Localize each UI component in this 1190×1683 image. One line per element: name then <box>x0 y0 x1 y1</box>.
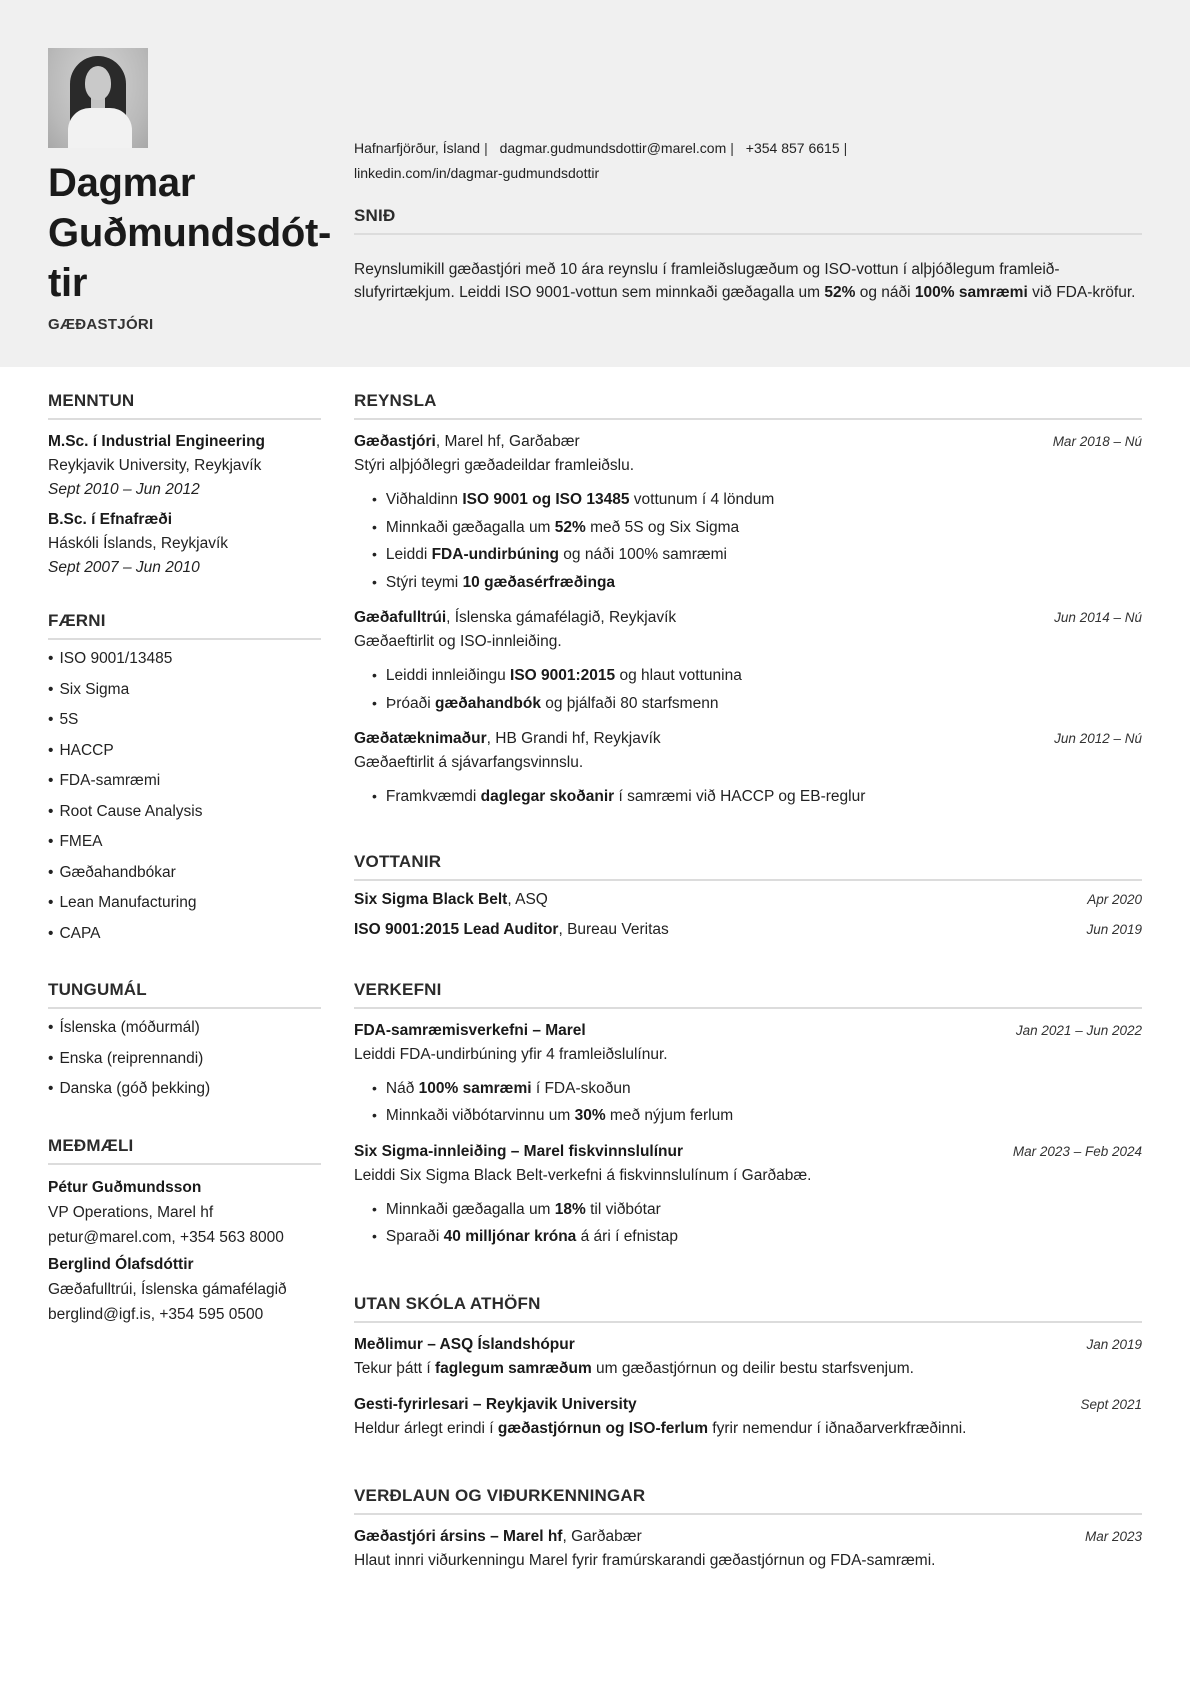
section-title-skills: FÆRNI <box>48 610 321 640</box>
experience-section <box>354 390 1142 811</box>
text: vottunum í 4 löndum <box>629 491 775 508</box>
cert-name: ISO 9001:2015 Lead Auditor <box>354 920 559 938</box>
highlight: 30% <box>574 1107 606 1124</box>
text: í samræmi við HACCP og EB-reglur <box>614 788 866 805</box>
activity-item <box>354 1393 1142 1441</box>
experience-item <box>354 430 1142 596</box>
text: í FDA-skoðun <box>531 1079 631 1097</box>
reference-contact: petur@marel.com, +354 563 8000 <box>48 1228 284 1246</box>
job-role: Gæðatæknimaður <box>354 730 487 747</box>
company: , HB Grandi hf, Reykjavík <box>486 730 661 747</box>
entry-header <box>354 430 1142 454</box>
reference-item <box>48 1252 321 1327</box>
summary-part: Reynslumikill gæðastjóri með 10 ára reynslu í framleiðslugæðum og ISO-vottun í alþjóðlegum framleiðslufyrirtækjum. Leiddi ISO 9001-vottun sem minnkaði gæðagalla um <box>354 261 1060 301</box>
highlight: FDA-undirbúning <box>431 546 559 563</box>
entry-description: Stýri alþjóðlegri gæðadeildar framleiðslu. <box>354 457 634 474</box>
highlight: faglegum samræðum <box>434 1359 592 1377</box>
text: Leiddi <box>385 546 432 563</box>
bullet-item <box>372 514 1142 542</box>
entry-header <box>354 606 1142 630</box>
cert-date: Apr 2020 <box>1087 891 1142 907</box>
entry-date: Sept 2021 <box>1080 1396 1142 1412</box>
degree: M.Sc. í Industrial Engineering <box>48 433 266 450</box>
skill-item: • ISO 9001/13485 <box>48 644 321 675</box>
reference-name: Pétur Guðmundsson <box>48 1178 202 1196</box>
project-item <box>354 1140 1142 1251</box>
award-item <box>354 1525 1142 1573</box>
entry-description: Leiddi FDA-undirbúning yfir 4 framleiðslulínur. <box>354 1045 668 1063</box>
references-section <box>48 1135 321 1327</box>
bullet-item <box>372 486 1142 514</box>
skill-item: • FMEA <box>48 827 321 858</box>
skills-section <box>48 610 321 949</box>
text: Minnkaði gæðagalla um <box>385 1200 555 1218</box>
text: Minnkaði viðbótarvinnu um <box>385 1107 575 1124</box>
entry-bullets <box>354 1075 1142 1130</box>
entry-header <box>354 1333 1142 1357</box>
entry-header <box>354 727 1142 751</box>
skill-item: • CAPA <box>48 919 321 950</box>
summary-section <box>354 205 1142 245</box>
cert-name: Six Sigma Black Belt <box>354 890 508 908</box>
project-item <box>354 1019 1142 1130</box>
bullet-item <box>372 783 1142 811</box>
skills-list <box>48 644 321 949</box>
text: Sparaði <box>385 1228 444 1245</box>
entry-dates: Jan 2021 – Jun 2022 <box>1015 1022 1142 1038</box>
entry-dates: Mar 2018 – Nú <box>1052 434 1142 449</box>
highlight: ISO 9001:2015 <box>510 667 616 684</box>
cert-heading <box>354 885 548 915</box>
skill-item: • HACCP <box>48 736 321 767</box>
highlight: 10 gæðasérfræðinga <box>462 573 616 591</box>
section-title-awards: VERÐLAUN OG VIÐURKENNINGAR <box>354 1485 1142 1515</box>
highlight: 52% <box>554 518 586 536</box>
reference-item <box>48 1175 321 1250</box>
profile-photo <box>48 48 148 148</box>
entry-date: Jan 2019 <box>1086 1336 1142 1352</box>
text: á ári í efnistap <box>576 1228 678 1245</box>
skill-item: • 5S <box>48 705 321 736</box>
contact-info <box>354 136 1144 186</box>
text: Framkvæmdi <box>385 788 481 805</box>
bullet-item <box>372 1196 1142 1224</box>
skill-item: • Lean Manufacturing <box>48 888 321 919</box>
entry-header <box>354 1525 1142 1549</box>
job-role: Gæðastjóri <box>354 433 436 450</box>
award-heading <box>354 1525 642 1549</box>
highlight: 100% samræmi <box>418 1079 532 1097</box>
school: Háskóli Íslands, Reykjavík <box>48 535 229 552</box>
section-title-experience: REYNSLA <box>354 390 1142 420</box>
right-column <box>354 390 1142 1603</box>
summary-text <box>354 258 1144 304</box>
bullet-item <box>372 662 1142 690</box>
language-item: • Íslenska (móðurmál) <box>48 1013 321 1044</box>
name-line-3: tir <box>48 261 88 305</box>
bullet-item <box>372 1223 1142 1251</box>
entry-description <box>354 1357 1142 1381</box>
name-line-1: Dagmar <box>48 161 196 205</box>
candidate-name <box>48 158 338 308</box>
entry-description: Leiddi Six Sigma Black Belt-verkefni á fiskvinnslulínum í Garðabæ. <box>354 1166 812 1184</box>
activity-name: Meðlimur – ASQ Íslandshópur <box>354 1335 575 1353</box>
entry-description <box>354 1417 1142 1441</box>
experience-item <box>354 727 1142 811</box>
cert-date: Jun 2019 <box>1086 921 1142 937</box>
activity-item <box>354 1333 1142 1381</box>
projects-section <box>354 979 1142 1251</box>
contact-email[interactable]: dagmar.gudmundsdottir@marel.com <box>499 140 727 156</box>
section-title-education: MENNTUN <box>48 390 321 420</box>
entry-header <box>354 1019 1142 1043</box>
languages-list <box>48 1013 321 1105</box>
bullet-item <box>372 1075 1142 1103</box>
skill-item: • FDA-samræmi <box>48 766 321 797</box>
highlight: 18% <box>554 1200 586 1218</box>
certifications-section <box>354 851 1142 945</box>
section-title-languages: TUNGUMÁL <box>48 979 321 1009</box>
entry-heading <box>354 727 661 751</box>
text: Tekur þátt í <box>354 1359 435 1377</box>
section-title-certifications: VOTTANIR <box>354 851 1142 881</box>
summary-highlight: 52% <box>824 284 856 301</box>
entry-bullets <box>354 486 1142 596</box>
text: með 5S og Six Sigma <box>585 518 740 536</box>
company: , Marel hf, Garðabær <box>435 433 580 450</box>
bullet-item <box>372 690 1142 718</box>
reference-role: VP Operations, Marel hf <box>48 1203 214 1221</box>
entry-dates: Jun 2014 – Nú <box>1054 610 1142 625</box>
section-title-summary: SNIÐ <box>354 205 1142 235</box>
project-name: FDA-samræmisverkefni – Marel <box>354 1021 586 1039</box>
entry-dates: Jun 2012 – Nú <box>1054 731 1142 746</box>
skill-item: • Root Cause Analysis <box>48 797 321 828</box>
job-title: GÆÐASTJÓRI <box>48 316 154 333</box>
photo-face-shape <box>85 66 111 100</box>
contact-separator: | <box>484 140 488 156</box>
entry-dates: Mar 2023 – Feb 2024 <box>1012 1143 1142 1159</box>
certification-item <box>354 885 1142 915</box>
text: og hlaut vottunina <box>615 667 742 684</box>
text: Minnkaði gæðagalla um <box>385 518 555 536</box>
contact-separator: | <box>843 140 848 156</box>
text: um gæðastjórnun og deilir bestu starfsvenjum. <box>591 1359 914 1377</box>
entry-header <box>354 1393 1142 1417</box>
entry-description: Gæðaeftirlit og ISO-innleiðing. <box>354 633 562 650</box>
section-title-projects: VERKEFNI <box>354 979 1142 1009</box>
education-item <box>48 508 321 580</box>
education-section <box>48 390 321 580</box>
bullet-item <box>372 1102 1142 1130</box>
bullet-item <box>372 541 1142 569</box>
highlight: ISO 9001 og ISO 13485 <box>462 491 630 508</box>
text: fyrir nemendur í iðnaðarverkfræðinni. <box>708 1419 967 1437</box>
award-name: Gæðastjóri ársins – Marel hf <box>354 1527 563 1545</box>
entry-header <box>354 1140 1142 1164</box>
text: til viðbótar <box>585 1200 661 1218</box>
text: Heldur árlegt erindi í <box>354 1419 498 1437</box>
award-location: , Garðabær <box>562 1527 642 1545</box>
entry-bullets <box>354 783 1142 811</box>
resume-header <box>0 0 1190 367</box>
reference-contact: berglind@igf.is, +354 595 0500 <box>48 1305 264 1323</box>
project-name: Six Sigma-innleiðing – Marel fiskvinnslulínur <box>354 1142 684 1160</box>
text: Viðhaldinn <box>385 491 463 508</box>
section-title-references: MEÐMÆLI <box>48 1135 321 1165</box>
education-dates: Sept 2007 – Jun 2010 <box>48 559 200 576</box>
degree: B.Sc. í Efnafræði <box>48 511 173 528</box>
highlight: 40 milljónar króna <box>443 1228 577 1245</box>
language-item: • Danska (góð þekking) <box>48 1074 321 1105</box>
awards-section <box>354 1485 1142 1573</box>
contact-linkedin[interactable]: linkedin.com/in/dagmar-gudmundsdottir <box>354 165 600 181</box>
text: Þróaði <box>385 694 436 712</box>
section-title-activities: UTAN SKÓLA ATHÖFN <box>354 1293 1142 1323</box>
entry-description: Hlaut innri viðurkenningu Marel fyrir framúrskarandi gæðastjórnun og FDA-samræmi. <box>354 1551 936 1569</box>
entry-bullets <box>354 1196 1142 1251</box>
text: Leiddi innleiðingu <box>385 667 511 684</box>
name-line-2: Guðmundsdót- <box>48 211 332 255</box>
contact-separator: | <box>730 140 734 156</box>
entry-bullets <box>354 662 1142 717</box>
summary-part: og náði <box>855 284 915 301</box>
highlight: gæðastjórnun og ISO-ferlum <box>497 1419 708 1437</box>
entry-date: Mar 2023 <box>1084 1528 1142 1544</box>
photo-shirt-shape <box>68 108 132 148</box>
activities-section <box>354 1293 1142 1441</box>
contact-location: Hafnarfjörður, Ísland <box>354 140 481 156</box>
text: Náð <box>385 1079 419 1097</box>
left-column <box>48 390 321 1349</box>
contact-phone[interactable]: +354 857 6615 <box>745 140 840 156</box>
languages-section <box>48 979 321 1105</box>
certification-item <box>354 915 1142 945</box>
education-item <box>48 430 321 502</box>
skill-item: • Gæðahandbókar <box>48 858 321 889</box>
entry-description: Gæðaeftirlit á sjávarfangsvinnslu. <box>354 754 584 771</box>
experience-item <box>354 606 1142 717</box>
highlight: daglegar skoðanir <box>480 788 615 805</box>
skill-item: • Six Sigma <box>48 675 321 706</box>
entry-heading <box>354 606 676 630</box>
text: og náði 100% samræmi <box>559 546 727 563</box>
entry-heading <box>354 430 580 454</box>
text: Stýri teymi <box>385 573 463 591</box>
summary-part: við FDA-kröfur. <box>1027 284 1136 301</box>
reference-name: Berglind Ólafsdóttir <box>48 1255 194 1273</box>
highlight: gæðahandbók <box>435 694 541 712</box>
cert-issuer: , ASQ <box>507 890 548 908</box>
language-item: • Enska (reiprennandi) <box>48 1044 321 1075</box>
text: með nýjum ferlum <box>605 1107 734 1124</box>
school: Reykjavik University, Reykjavík <box>48 457 262 474</box>
text: og þjálfaði 80 starfsmenn <box>540 694 719 712</box>
cert-issuer: , Bureau Veritas <box>558 920 669 938</box>
bullet-item <box>372 569 1142 597</box>
summary-highlight: 100% samræmi <box>914 284 1028 301</box>
cert-heading <box>354 915 669 945</box>
job-role: Gæðafulltrúi <box>354 609 447 626</box>
activity-name: Gesti-fyrirlesari – Reykjavik University <box>354 1395 637 1413</box>
company: , Íslenska gámafélagið, Reykjavík <box>446 609 677 626</box>
education-dates: Sept 2010 – Jun 2012 <box>48 481 200 498</box>
reference-role: Gæðafulltrúi, Íslenska gámafélagið <box>48 1280 287 1298</box>
